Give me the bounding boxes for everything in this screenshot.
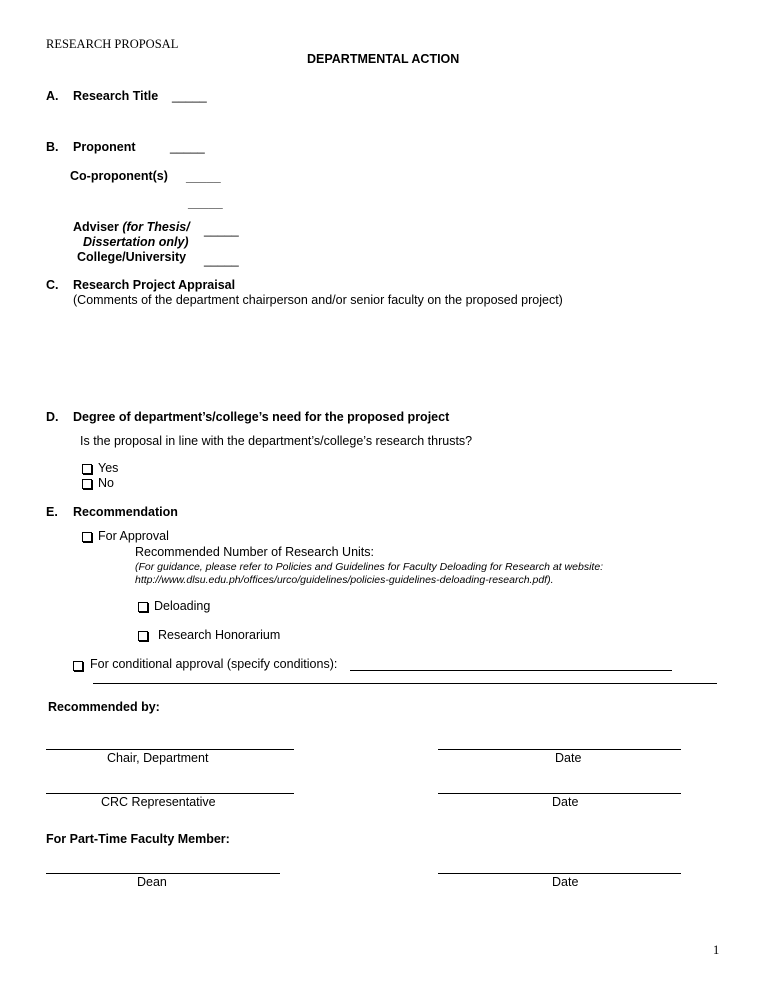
for-approval-label: For Approval bbox=[98, 529, 169, 543]
no-label: No bbox=[98, 476, 114, 490]
college-blank[interactable]: _____ bbox=[204, 253, 239, 267]
honorarium-label: Research Honorarium bbox=[158, 628, 281, 642]
thrust-question: Is the proposal in line with the department’s/college’s research thrusts? bbox=[80, 434, 473, 448]
crc-label: CRC Representative bbox=[101, 795, 216, 809]
appraisal-heading: Research Project Appraisal bbox=[73, 278, 236, 292]
chair-signature-line[interactable] bbox=[46, 749, 294, 750]
coproponent-blank-2[interactable]: _____ bbox=[188, 196, 223, 210]
recommended-heading: Recommended by: bbox=[48, 700, 160, 714]
adviser-label-text: Adviser bbox=[73, 220, 119, 234]
running-head: RESEARCH PROPOSAL bbox=[46, 37, 179, 51]
dean-label: Dean bbox=[137, 875, 167, 889]
yes-checkbox[interactable] bbox=[82, 464, 92, 474]
deloading-checkbox[interactable] bbox=[138, 602, 148, 612]
guidance-line-1: (For guidance, please refer to Policies and Guidelines for Faculty Deloading for Research at website: bbox=[135, 561, 604, 573]
guidance-line-2: http://www.dlsu.edu.ph/offices/urco/guidelines/policies-guidelines-deloading-research.pdf). bbox=[135, 574, 554, 586]
adviser-blank[interactable]: _____ bbox=[204, 223, 239, 237]
appraisal-subtext: (Comments of the department chairperson and/or senior faculty on the proposed project) bbox=[73, 293, 563, 307]
section-e-letter: E. bbox=[46, 505, 58, 519]
college-label: College/University bbox=[77, 250, 187, 264]
adviser-label bbox=[73, 220, 190, 234]
section-a-letter: A. bbox=[46, 89, 59, 103]
coproponent-label: Co-proponent(s) bbox=[70, 169, 168, 183]
chair-date-label: Date bbox=[555, 751, 582, 765]
conditional-label: For conditional approval (specify conditions): bbox=[90, 657, 338, 671]
dean-signature-line[interactable] bbox=[46, 873, 280, 874]
conditions-line-2[interactable] bbox=[93, 683, 717, 684]
section-d-letter: D. bbox=[46, 410, 59, 424]
adviser-note-2: Dissertation only) bbox=[83, 235, 189, 249]
parttime-heading: For Part-Time Faculty Member: bbox=[46, 832, 230, 846]
chair-date-line[interactable] bbox=[438, 749, 681, 750]
section-c-letter: C. bbox=[46, 278, 59, 292]
dean-date-label: Date bbox=[552, 875, 579, 889]
proponent-blank[interactable]: _____ bbox=[170, 140, 205, 154]
section-b-letter: B. bbox=[46, 140, 59, 154]
chair-label: Chair, Department bbox=[107, 751, 209, 765]
research-title-blank[interactable]: _____ bbox=[172, 89, 207, 103]
dean-date-line[interactable] bbox=[438, 873, 681, 874]
for-approval-checkbox[interactable] bbox=[82, 532, 92, 542]
units-label: Recommended Number of Research Units: bbox=[135, 545, 374, 559]
research-title-label: Research Title bbox=[73, 89, 159, 103]
honorarium-checkbox[interactable] bbox=[138, 631, 148, 641]
page-number: 1 bbox=[713, 943, 720, 957]
yes-label: Yes bbox=[98, 461, 119, 475]
coproponent-blank-1[interactable]: _____ bbox=[186, 170, 221, 184]
adviser-note-1: (for Thesis/ bbox=[122, 220, 190, 234]
page-title: DEPARTMENTAL ACTION bbox=[307, 52, 460, 66]
recommendation-heading: Recommendation bbox=[73, 505, 178, 519]
crc-signature-line[interactable] bbox=[46, 793, 294, 794]
no-checkbox[interactable] bbox=[82, 479, 92, 489]
crc-date-line[interactable] bbox=[438, 793, 681, 794]
need-heading: Degree of department’s/college’s need for the proposed project bbox=[73, 410, 450, 424]
conditional-checkbox[interactable] bbox=[73, 661, 83, 671]
deloading-label: Deloading bbox=[154, 599, 211, 613]
crc-date-label: Date bbox=[552, 795, 579, 809]
proponent-label: Proponent bbox=[73, 140, 136, 154]
conditions-line-1[interactable] bbox=[350, 670, 672, 671]
